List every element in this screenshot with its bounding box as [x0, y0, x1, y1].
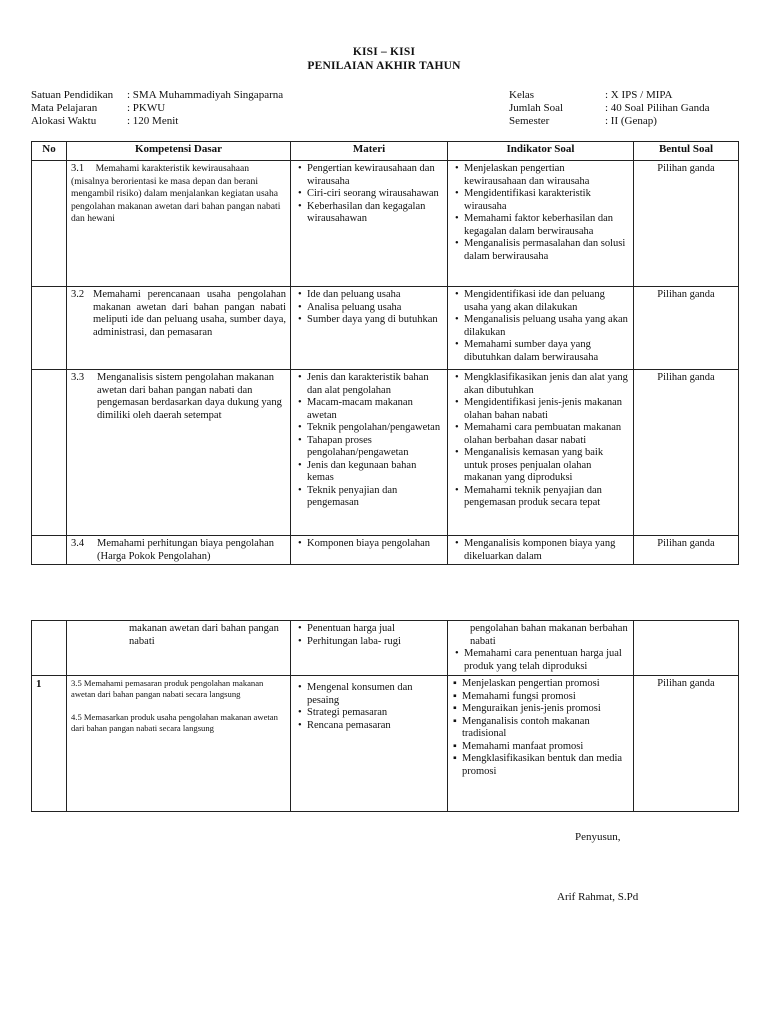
table-header-row [32, 142, 739, 161]
bentuk-text: Pilihan ganda [657, 163, 715, 174]
list-item: ▪ Menjelaskan pengertian promosi [450, 678, 629, 691]
cell-kd [67, 536, 291, 565]
cell-indikator [448, 161, 634, 287]
list-item: • Macam-macam makanan awetan [295, 397, 443, 422]
doc-title: KISI – KISI [352, 46, 416, 58]
list-item: ▪ Memahami manfaat promosi [450, 741, 629, 754]
meta-value: : II (Genap) [605, 115, 657, 127]
kd-text: Memahami karakteristik kewirausahaan (misalnya berorientasi ke masa depan dan berani mengambil risiko) dalam menjalankan kegiatan usaha pengolahan makanan awetan dari bahan pangan nabati dan hewani [71, 163, 281, 224]
meta-right [509, 89, 710, 128]
cell-no [32, 621, 67, 676]
list-item: • Mengidentifikasi ide dan peluang usaha yang akan dilakukan [452, 289, 629, 314]
meta-value: : X IPS / MIPA [605, 89, 673, 101]
cell-kd [67, 621, 291, 676]
meta-label: Jumlah Soal [509, 102, 564, 114]
kd-number: 3.3 [71, 372, 85, 383]
list-item: • Strategi pemasaran [295, 707, 443, 720]
cell-kd [67, 161, 291, 287]
meta-label: Semester [509, 115, 550, 127]
list-item: • Ide dan peluang usaha [295, 289, 443, 302]
list-item: • Memahami cara pembuatan makanan olahan berbahan dasar nabati [452, 422, 629, 447]
list-item: • Jenis dan karakteristik bahan dan alat pengolahan [295, 372, 443, 397]
list-item: • Sumber daya yang di butuhkan [295, 314, 443, 327]
cell-bentuk [634, 676, 739, 812]
list-item: • Memahami faktor keberhasilan dan kegagalan dalam berwirausaha [452, 213, 629, 238]
cell-indikator [448, 621, 634, 676]
meta-value: : SMA Muhammadiyah Singaparna [127, 89, 284, 101]
col-header-indikator: Indikator Soal [448, 142, 634, 161]
bentuk-text: Pilihan ganda [657, 678, 715, 689]
cell-materi [291, 287, 448, 370]
cell-indikator [448, 536, 634, 565]
table-row [32, 676, 739, 812]
list-item: • Rencana pemasaran [295, 720, 443, 733]
list-item: • Pengertian kewirausahaan dan wirausaha [295, 163, 443, 188]
cell-materi [291, 536, 448, 565]
cell-indikator [448, 370, 634, 536]
table-row [32, 621, 739, 676]
list-item: • Analisa peluang usaha [295, 302, 443, 315]
cell-no [32, 370, 67, 536]
list-item: • Penentuan harga jual [295, 623, 443, 636]
list-item: • Mengenal konsumen dan pesaing [295, 682, 443, 707]
list-item: • Mengidentifikasi karakteristik wirausaha [452, 188, 629, 213]
list-item: ▪ Menganalisis contoh makanan tradisional [450, 716, 629, 741]
kd-text: makanan awetan dari bahan pangan nabati [129, 623, 279, 647]
kd-text: Memahami perencanaan usaha pengolahan makanan awetan dari bahan pangan nabati meliputi ide dan peluang usaha, sumber daya, administrasi, dan pemasaran [93, 289, 286, 338]
kd-number: 3.4 [71, 538, 85, 549]
col-header-no: No [32, 142, 67, 161]
list-item: • Mengidentifikasi jenis-jenis makanan olahan bahan nabati [452, 397, 629, 422]
col-header-bentuk: Bentul Soal [634, 142, 739, 161]
list-item: • Keberhasilan dan kegagalan wirausahawan [295, 201, 443, 226]
cell-no [32, 161, 67, 287]
meta-label: Kelas [509, 89, 535, 101]
table-row [32, 370, 739, 536]
cell-materi [291, 370, 448, 536]
kisi-table-continued [31, 620, 739, 812]
author-name: Arif Rahmat, S.Pd [557, 891, 639, 903]
cell-indikator [448, 676, 634, 812]
list-item: • Menjelaskan pengertian kewirausahaan dan wirausaha [452, 163, 629, 188]
list-item: • Tahapan proses pengolahan/pengawetan [295, 435, 443, 460]
list-item: • Memahami cara penentuan harga jual produk yang telah diproduksi [452, 648, 629, 673]
kd-number: 3.2 [71, 289, 85, 300]
bentuk-text: Pilihan ganda [657, 372, 715, 383]
list-item: • Memahami sumber daya yang dibutuhkan dalam berwirausaha [452, 339, 629, 364]
list-item: ▪ Mengklasifikasikan bentuk dan media promosi [450, 753, 629, 778]
cell-bentuk [634, 370, 739, 536]
cell-no [32, 676, 67, 812]
col-header-kd: Kompetensi Dasar [67, 142, 291, 161]
bentuk-text: Pilihan ganda [657, 538, 715, 549]
table-row [32, 161, 739, 287]
cell-no [32, 287, 67, 370]
table-row [32, 536, 739, 565]
list-item: • Menganalisis permasalahan dan solusi dalam berwirausaha [452, 238, 629, 263]
meta-left [31, 89, 283, 128]
list-item: ▪ Memahami fungsi promosi [450, 691, 629, 704]
list-item: • Menganalisis kemasan yang baik untuk proses penjualan olahan makanan yang diproduksi [452, 447, 629, 485]
meta-value: : 40 Soal Pilihan Ganda [605, 102, 710, 114]
kd-text: 4.5 Memasarkan produk usaha pengolahan makanan awetan dari bahan pangan nabati secara langsung [71, 712, 278, 733]
doc-subtitle: PENILAIAN AKHIR TAHUN [307, 60, 461, 72]
meta-label: Satuan Pendidikan [31, 89, 114, 101]
list-item: • Mengklasifikasikan jenis dan alat yang akan dibutuhkan [452, 372, 629, 397]
list-item: • Menganalisis peluang usaha yang akan dilakukan [452, 314, 629, 339]
meta-value: : PKWU [127, 102, 166, 114]
cell-materi [291, 161, 448, 287]
cell-bentuk [634, 161, 739, 287]
cell-kd [67, 676, 291, 812]
cell-bentuk [634, 287, 739, 370]
cell-kd [67, 287, 291, 370]
meta-value: : 120 Menit [127, 115, 179, 127]
kd-text: Memahami perhitungan biaya pengolahan (Harga Pokok Pengolahan) [97, 538, 274, 562]
list-item: • Ciri-ciri seorang wirausahawan [295, 188, 443, 201]
list-item: • Teknik pengolahan/pengawetan [295, 422, 443, 435]
list-item: • Menganalisis komponen biaya yang dikeluarkan dalam [452, 538, 629, 563]
kd-text: Menganalisis sistem pengolahan makanan awetan dari bahan pangan nabati dan pengemasan berdasarkan daya dukung yang dimiliki oleh daerah setempat [97, 372, 282, 421]
cell-bentuk [634, 536, 739, 565]
cell-bentuk [634, 621, 739, 676]
list-item: • Jenis dan kegunaan bahan kemas [295, 460, 443, 485]
kd-text: 3.5 Memahami pemasaran produk pengolahan makanan awetan dari bahan pangan nabati secara langsung [71, 678, 264, 699]
kisi-table [31, 141, 739, 565]
list-item: • Perhitungan laba- rugi [295, 636, 443, 649]
cell-materi [291, 621, 448, 676]
penyusun-label: Penyusun, [575, 831, 621, 843]
meta-label: Mata Pelajaran [31, 102, 98, 114]
cell-kd [67, 370, 291, 536]
table-row [32, 287, 739, 370]
list-item: • Teknik penyajian dan pengemasan [295, 485, 443, 510]
cell-materi [291, 676, 448, 812]
bentuk-text: Pilihan ganda [657, 289, 715, 300]
cell-no [32, 536, 67, 565]
row-number: 1 [36, 678, 42, 690]
kd-number: 3.1 [71, 163, 85, 174]
list-item: ▪ Menguraikan jenis-jenis promosi [450, 703, 629, 716]
list-item: • Memahami teknik penyajian dan pengemasan produk secara tepat [452, 485, 629, 510]
cell-indikator [448, 287, 634, 370]
col-header-materi: Materi [291, 142, 448, 161]
indikator-continued: pengolahan bahan makanan berbahan nabati [470, 623, 628, 647]
meta-label: Alokasi Waktu [31, 115, 97, 127]
list-item: • Komponen biaya pengolahan [295, 538, 443, 551]
